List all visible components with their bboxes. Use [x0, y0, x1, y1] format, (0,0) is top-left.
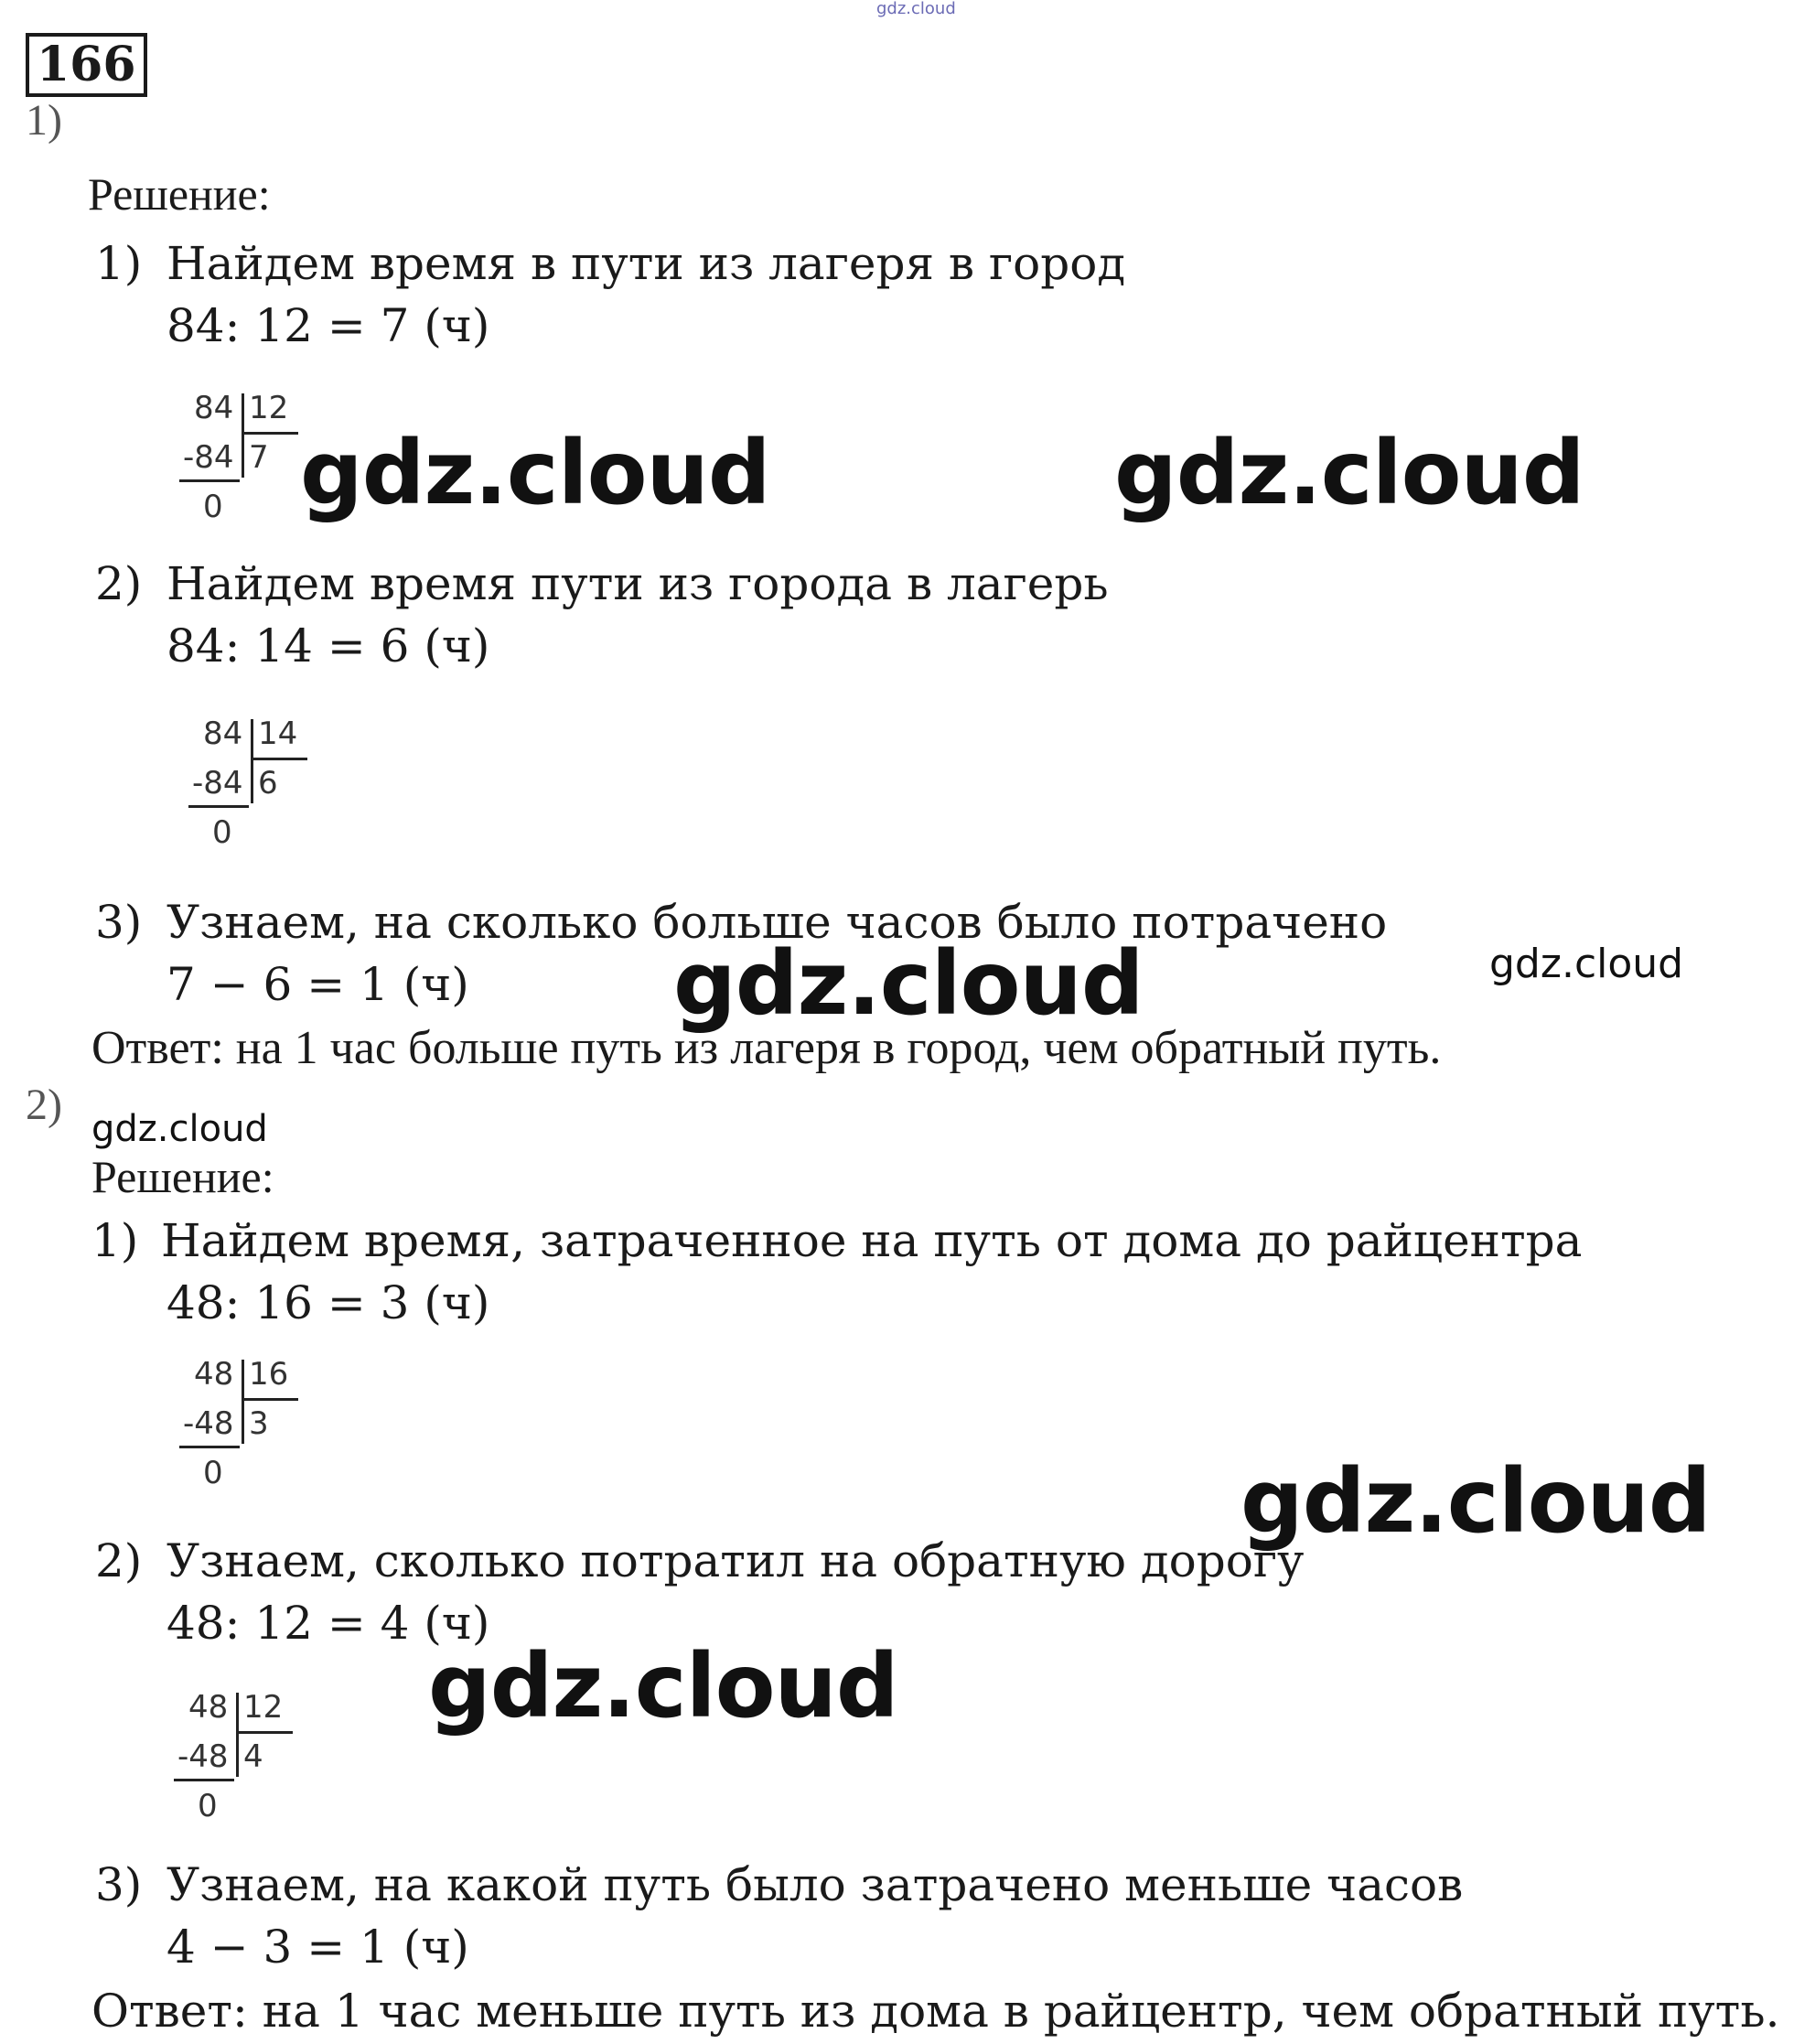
remainder: 0	[212, 814, 232, 851]
part1-heading: Решение:	[88, 168, 271, 220]
remainder: 0	[198, 1788, 218, 1824]
part2-step1-number: 1)	[91, 1214, 139, 1267]
remainder: 0	[203, 1455, 223, 1491]
divisor: 12	[243, 1689, 284, 1726]
subtraction-line	[188, 805, 249, 808]
part1-answer: Ответ: на 1 час больше путь из лагеря в город, чем обратный путь.	[91, 1022, 1442, 1074]
part1-step3-text: Узнаем, на сколько больше часов было потрачено	[166, 896, 1388, 949]
divisor: 16	[249, 1356, 289, 1393]
part1-step2-expression: 84: 14 = 6 (ч)	[166, 619, 490, 672]
subtraction-line	[179, 479, 240, 482]
part2-step1-expression: 48: 16 = 3 (ч)	[166, 1276, 490, 1329]
part2-step3-expression: 4 − 3 = 1 (ч)	[166, 1920, 469, 1974]
watermark: gdz.cloud	[1114, 422, 1584, 524]
part2-label: 2)	[26, 1081, 62, 1129]
divisor: 12	[249, 390, 289, 426]
subtrahend: -84	[192, 765, 243, 801]
quotient-line	[236, 1731, 293, 1734]
divisor: 14	[258, 715, 298, 752]
part1-long-division-1	[179, 388, 307, 534]
quotient-line	[242, 432, 298, 435]
part1-label: 1)	[26, 96, 62, 145]
subtrahend: -48	[183, 1405, 234, 1442]
quotient-line	[242, 1398, 298, 1401]
division-bar	[242, 1360, 244, 1444]
division-bar	[251, 719, 253, 803]
part2-step2-text: Узнаем, сколько потратил на обратную дорогу	[166, 1534, 1305, 1587]
subtrahend: -48	[177, 1738, 229, 1775]
quotient-line	[251, 758, 307, 760]
quotient: 6	[258, 765, 278, 801]
watermark-top: gdz.cloud	[876, 0, 956, 18]
dividend: 48	[188, 1689, 229, 1726]
remainder: 0	[203, 489, 223, 525]
dividend: 84	[194, 390, 234, 426]
part1-long-division-2	[188, 714, 317, 860]
subtraction-line	[179, 1446, 240, 1448]
part1-step2-number: 2)	[95, 557, 143, 610]
division-bar	[236, 1693, 239, 1777]
watermark: gdz.cloud	[1489, 941, 1684, 987]
part2-step3-number: 3)	[95, 1858, 143, 1911]
watermark: gdz.cloud	[428, 1635, 898, 1737]
watermark: gdz.cloud	[300, 422, 770, 524]
part2-heading: Решение:	[91, 1151, 274, 1202]
dividend: 48	[194, 1356, 234, 1393]
dividend: 84	[203, 715, 243, 752]
part2-step2-number: 2)	[95, 1534, 143, 1587]
part2-step2-expression: 48: 12 = 4 (ч)	[166, 1597, 490, 1650]
part2-answer: Ответ: на 1 час меньше путь из дома в райцентр, чем обратный путь.	[91, 1985, 1780, 2038]
part2-long-division-1	[179, 1354, 307, 1501]
part2-step3-text: Узнаем, на какой путь было затрачено меньше часов	[166, 1858, 1464, 1911]
part1-step3-number: 3)	[95, 896, 143, 949]
watermark: gdz.cloud	[673, 932, 1144, 1035]
watermark: gdz.cloud	[1240, 1450, 1711, 1553]
subtraction-line	[174, 1779, 234, 1781]
part2-long-division-2	[174, 1687, 302, 1834]
subtrahend: -84	[183, 439, 234, 476]
watermark: gdz.cloud	[91, 1108, 268, 1150]
part1-step2-text: Найдем время пути из города в лагерь	[166, 557, 1109, 610]
quotient: 3	[249, 1405, 269, 1442]
part2-step1-text: Найдем время, затраченное на путь от дома до райцентра	[161, 1214, 1583, 1267]
quotient: 7	[249, 439, 269, 476]
division-bar	[242, 393, 244, 478]
part1-step1-text: Найдем время в пути из лагеря в город	[166, 237, 1126, 290]
part1-step3-expression: 7 − 6 = 1 (ч)	[166, 958, 469, 1011]
part1-step1-number: 1)	[95, 237, 143, 290]
problem-number: 166	[26, 33, 147, 97]
quotient: 4	[243, 1738, 263, 1775]
part1-step1-expression: 84: 12 = 7 (ч)	[166, 299, 490, 352]
